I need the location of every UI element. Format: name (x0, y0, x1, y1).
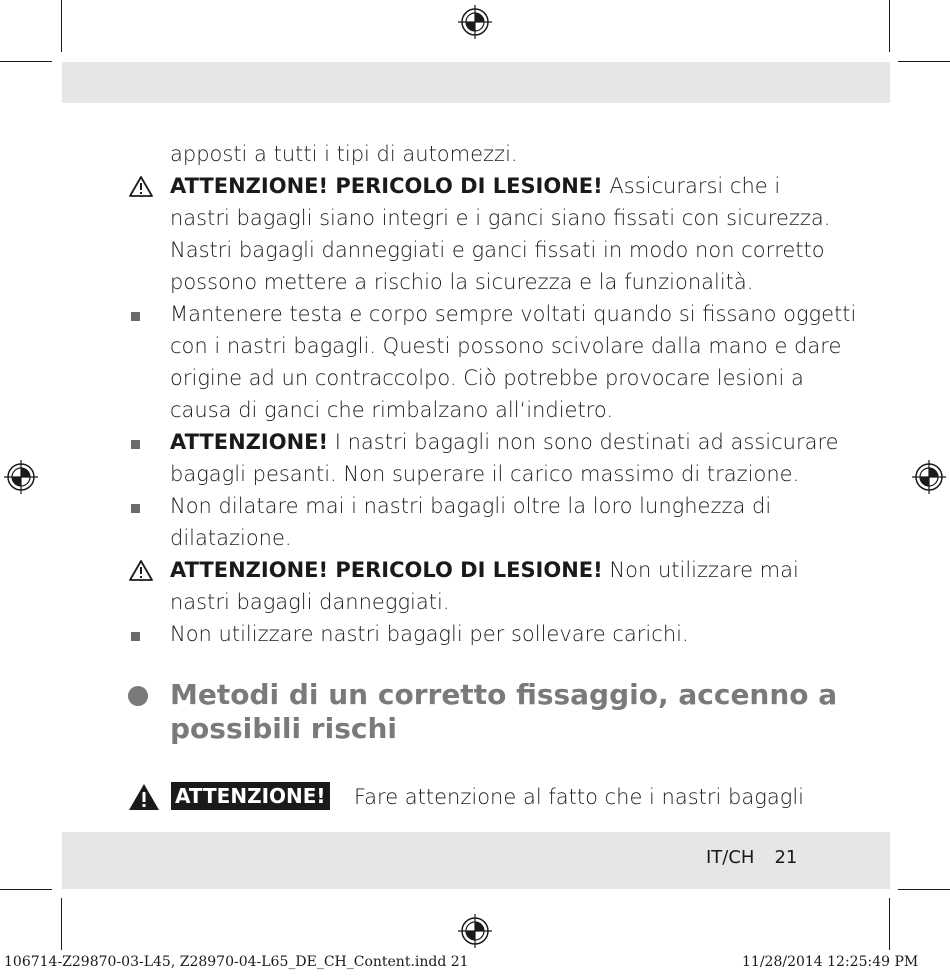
body-text: con i nastri bagagli. Questi possono scivolare dalla mano e dare (170, 334, 842, 358)
warning-sign-icon (128, 782, 160, 812)
body-text: nastri bagagli danneggiati. (170, 590, 450, 614)
locale-label: IT/CH (706, 847, 755, 868)
print-slug-timestamp: 11/28/2014 12:25:49 PM (742, 954, 919, 970)
body-text-line (170, 266, 753, 298)
body-text-line (170, 362, 804, 394)
body-text-line (170, 618, 689, 650)
section-bullet-icon (128, 686, 148, 706)
warning-label: ATTENZIONE! (171, 782, 330, 810)
body-text: dilatazione. (170, 526, 292, 550)
body-text-line (170, 522, 292, 554)
section-heading-line: possibili rischi (170, 712, 397, 745)
warning-emphasis: ATTENZIONE! PERICOLO DI LESIONE! (170, 558, 603, 582)
crop-mark (61, 898, 62, 950)
registration-mark-icon (458, 914, 492, 948)
square-bullet-mark (131, 312, 140, 321)
body-text: causa di ganci che rimbalzano all‘indietro. (170, 398, 614, 422)
warning-text: Fare attenzione al fatto che i nastri bagagli (354, 785, 804, 809)
body-text-line (170, 138, 518, 170)
body-text-line (170, 202, 830, 234)
body-text-line (170, 458, 799, 490)
square-bullet-mark (131, 504, 140, 513)
body-text: Assicurarsi che i (602, 174, 781, 198)
body-text: Non utilizzare mai (602, 558, 799, 582)
body-text: Non dilatare mai i nastri bagagli oltre la loro lunghezza di (170, 494, 772, 518)
crop-mark (889, 0, 890, 52)
registration-mark-icon (912, 460, 946, 494)
warning-triangle-icon (128, 554, 154, 586)
body-text-line (170, 490, 771, 522)
warning-triangle-icon (128, 170, 154, 202)
body-text-line (170, 170, 780, 202)
body-text-line (170, 394, 613, 426)
crop-mark (889, 898, 890, 950)
body-text-line (170, 586, 450, 618)
body-text-line (170, 330, 841, 362)
body-text-line (170, 554, 799, 586)
body-text: Nastri bagagli danneggiati e ganci fissati in modo non corretto (170, 238, 825, 262)
body-text: bagagli pesanti. Non superare il carico massimo di trazione. (170, 462, 800, 486)
page-number: 21 (774, 847, 798, 868)
square-bullet-icon (128, 298, 154, 330)
body-text: origine ad un contraccolpo. Ciò potrebbe provocare lesioni a (170, 366, 804, 390)
crop-mark (0, 61, 52, 62)
crop-mark (898, 61, 950, 62)
body-text: Mantenere testa e corpo sempre voltati quando si fissano oggetti (170, 302, 857, 326)
page-footer (706, 846, 797, 870)
crop-mark (61, 0, 62, 52)
registration-mark-icon (4, 460, 38, 494)
crop-mark (898, 889, 950, 890)
square-bullet-mark (131, 440, 140, 449)
body-text: apposti a tutti i tipi di automezzi. (170, 142, 518, 166)
square-bullet-icon (128, 426, 154, 458)
body-text: Non utilizzare nastri bagagli per sollevare carichi. (170, 622, 689, 646)
body-text-line (170, 298, 856, 330)
warning-emphasis: ATTENZIONE! (170, 430, 329, 454)
square-bullet-icon (128, 490, 154, 522)
body-text: nastri bagagli siano integri e i ganci siano fissati con sicurezza. (170, 206, 831, 230)
section-heading-line: Metodi di un corretto fissaggio, accenno a (170, 678, 838, 711)
body-text: possono mettere a rischio la sicurezza e la funzionalità. (170, 270, 754, 294)
header-band (62, 62, 890, 103)
body-text-line (170, 426, 839, 458)
crop-mark (0, 889, 52, 890)
square-bullet-icon (128, 618, 154, 650)
body-text: I nastri bagagli non sono destinati ad assicurare (328, 430, 839, 454)
registration-mark-icon (458, 5, 492, 39)
warning-emphasis: ATTENZIONE! PERICOLO DI LESIONE! (170, 174, 603, 198)
body-text-line (170, 234, 825, 266)
square-bullet-mark (131, 632, 140, 641)
section-heading (170, 678, 850, 746)
print-slug-filename: 106714-Z29870-03-L45, Z28970-04-L65_DE_CH_Content.indd 21 (4, 954, 469, 970)
